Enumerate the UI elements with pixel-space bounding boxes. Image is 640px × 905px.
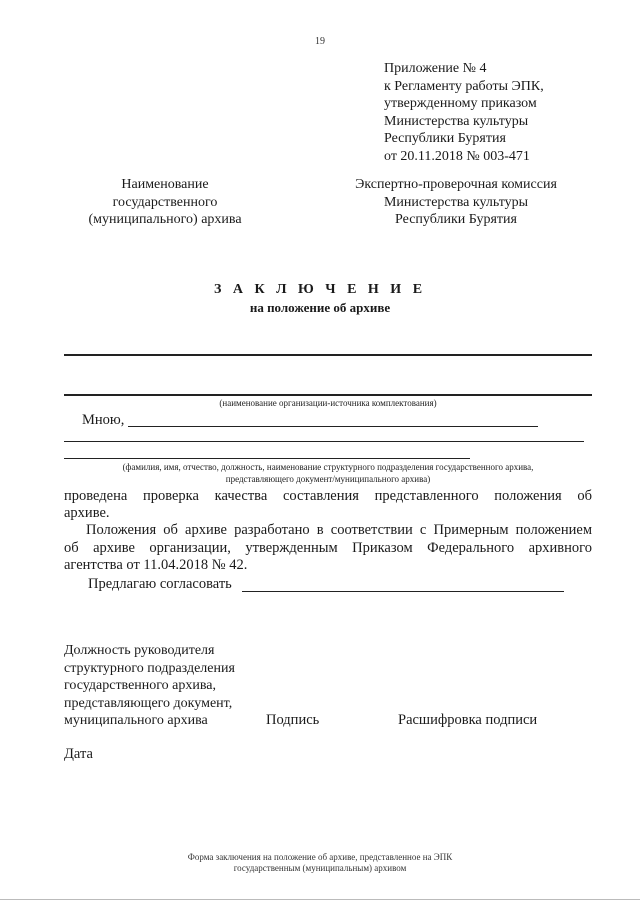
body-line: Положения об архиве разработано в соответствии с Примерным положением [86,522,592,538]
body-line: об архиве организации, утвержденным Приказом Федерального архивного [64,540,592,556]
document-subtitle: на положение об архиве [249,300,391,315]
signature-position-line: государственного архива, [64,678,217,693]
appendix-line: от 20.11.2018 № 003-471 [384,148,530,164]
commission-header-line: Республики Бурятия [395,212,517,227]
person-fill-line-1 [128,426,538,427]
scan-edge-artifact [0,899,640,900]
commission-header [336,176,576,229]
commission-header-line: Министерства культуры [383,194,529,210]
body-line: архиве. [64,505,110,521]
footer-line: Форма заключения на положение об архиве, представленное на ЭПК [187,852,453,862]
person-fill-line-2 [64,441,584,442]
footer-line: государственным (муниципальным) архивом [233,863,407,873]
person-caption-1: (фамилия, имя, отчество, должность, наименование структурного подразделения государственного архива, [122,462,534,472]
commission-header-line: Экспертно-проверочная комиссия [355,177,557,192]
by-me-label: Мною, [82,412,125,428]
org-fill-line-1 [64,354,592,356]
signature-position-line: представляющего документ, [64,695,233,711]
archive-header-line: (муниципального) архива [88,212,242,227]
propose-label: Предлагаю согласовать [88,576,232,592]
appendix-line: Министерства культуры [384,113,529,129]
signature-position-line: структурного подразделения [64,660,235,676]
signature-position-line: муниципального архива [64,713,208,728]
signature-position [64,642,235,730]
person-fill-line-3 [64,458,470,459]
archive-header [60,176,270,229]
org-caption: (наименование организации-источника комплектования) [219,398,437,408]
signature-decode-label: Расшифровка подписи [398,712,538,728]
appendix-line: к Регламенту работы ЭПК, [384,78,544,94]
body-line: проведена проверка качества составления представленного положения об [64,488,592,504]
person-caption-2: представляющего документ/муниципального архива) [225,474,431,484]
body-line: агентства от 11.04.2018 № 42. [64,557,248,573]
form-footer [0,852,640,874]
appendix-line: Приложение № 4 [384,61,487,76]
page-number: 19 [315,36,325,47]
document-title: З А К Л Ю Ч Е Н И Е [213,282,427,297]
org-fill-line-2 [64,394,592,396]
archive-header-line: Наименование [121,177,209,192]
date-label: Дата [64,746,93,762]
signature-label: Подпись [266,712,320,728]
archive-header-line: государственного [112,194,218,210]
appendix-block [384,60,544,166]
appendix-line: Республики Бурятия [384,131,506,147]
signature-position-line: Должность руководителя [64,643,215,658]
appendix-line: утвержденному приказом [384,96,537,112]
propose-fill-line [242,591,564,592]
